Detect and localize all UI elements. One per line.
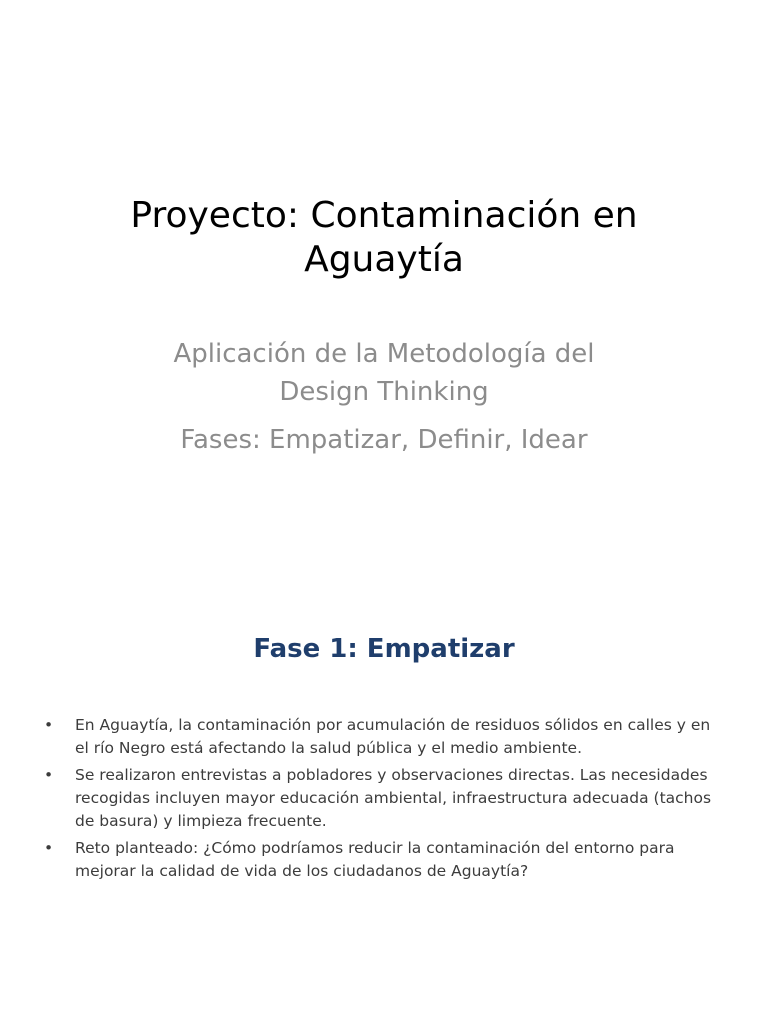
section-heading: Fase 1: Empatizar	[253, 634, 515, 664]
bullet-dot-icon: •	[44, 839, 54, 857]
slide-title-line-2: Aguaytía	[304, 239, 464, 280]
subtitle-line-1: Aplicación de la Metodología del	[173, 339, 595, 369]
bullet-dot-icon: •	[44, 716, 54, 734]
subtitle-phases: Fases: Empatizar, Definir, Idear	[180, 425, 588, 455]
bullet-dot-icon: •	[44, 766, 54, 784]
list-item	[44, 837, 720, 883]
bullet-text: Se realizaron entrevistas a pobladores y observaciones directas. Las necesidades recogidas incluyen mayor educación ambiental, infraestructura adecuada (tachos de basura) y limpieza frecuente.	[75, 766, 712, 830]
slide-title-line-1: Proyecto: Contaminación en	[130, 195, 638, 236]
subtitle-line-2: Design Thinking	[279, 377, 489, 407]
list-item	[44, 714, 720, 760]
subtitle-block	[100, 335, 668, 459]
bullet-list	[44, 714, 720, 887]
bullet-text: En Aguaytía, la contaminación por acumulación de residuos sólidos en calles y en el río Negro está afectando la salud pública y el medio ambiente.	[75, 716, 711, 757]
list-item	[44, 764, 720, 833]
bullet-text: Reto planteado: ¿Cómo podríamos reducir la contaminación del entorno para mejorar la calidad de vida de los ciudadanos de Aguaytía?	[75, 839, 675, 880]
subtitle-methodology	[100, 335, 668, 411]
slide-title	[60, 194, 708, 282]
